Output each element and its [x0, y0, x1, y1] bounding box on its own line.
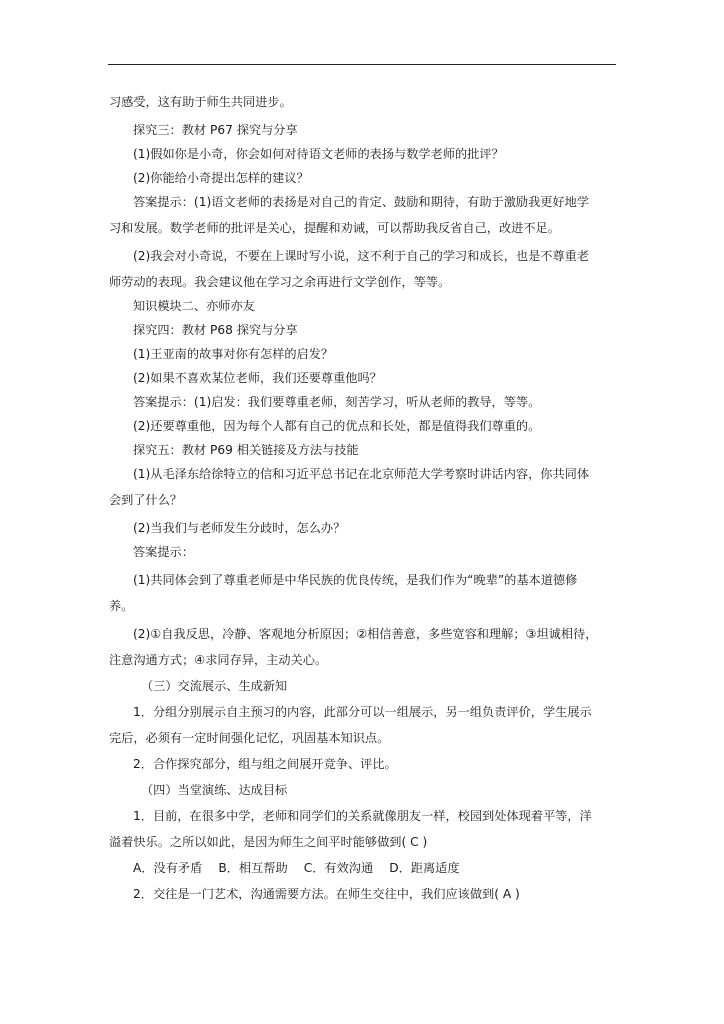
text-line: (2)我会对小奇说，不要在上课时写小说，这不利于自己的学习和成长，也是不尊重老 — [133, 249, 590, 263]
text-line: 2．交往是一门艺术，沟通需要方法。在师生交往中，我们应该做到( A ) — [133, 887, 520, 901]
text-line: 探究四：教材 P68 探究与分享 — [133, 323, 298, 337]
text-line: 养。 — [109, 599, 134, 613]
text-line: (1)从毛泽东给徐特立的信和习近平总书记在北京师范大学考察时讲话内容，你共同体 — [133, 467, 590, 481]
text-line: 答案提示：(1)语文老师的表扬是对自己的肯定、鼓励和期待，有助于激励我更好地学 — [133, 195, 590, 209]
document-body — [109, 92, 629, 904]
text-line: (1)王亚南的故事对你有怎样的启发？ — [133, 347, 334, 361]
section-heading: （四）当堂演练、达成目标 — [141, 783, 288, 797]
text-line: 溢着快乐。之所以如此，是因为师生之间平时能够做到( C ) — [109, 835, 428, 849]
text-line: 注意沟通方式；④求同存异，主动关心。 — [109, 653, 328, 667]
header-rule — [108, 64, 616, 65]
text-line: (1)共同体会到了尊重老师是中华民族的优良传统，是我们作为“晚辈”的基本道德修 — [133, 573, 578, 587]
text-line: (2)你能给小奇提出怎样的建议？ — [133, 171, 309, 185]
text-line: 1．分组分别展示自主预习的内容，此部分可以一组展示，另一组负责评价，学生展示 — [133, 705, 592, 719]
text-line: 2．合作探究部分，组与组之间展开竞争、评比。 — [133, 757, 397, 771]
section-heading: 知识模块二、亦师亦友 — [133, 299, 255, 313]
text-line: 习感受，这有助于师生共同进步。 — [109, 95, 292, 109]
text-line: 探究三：教材 P67 探究与分享 — [133, 123, 298, 137]
text-line: (1)假如你是小奇，你会如何对待语文老师的表扬与数学老师的批评？ — [133, 147, 504, 161]
section-heading: （三）交流展示、生成新知 — [141, 679, 288, 693]
text-line: (2)还要尊重他，因为每个人都有自己的优点和长处，都是值得我们尊重的。 — [133, 419, 541, 433]
text-line: 答案提示： — [133, 545, 194, 559]
text-line: (2)如果不喜欢某位老师，我们还要尊重他吗？ — [133, 371, 382, 385]
text-line: (2)当我们与老师发生分歧时，怎么办？ — [133, 521, 346, 535]
answer-options: A．没有矛盾 B．相互帮助 C．有效沟通 D．距离适度 — [133, 861, 460, 875]
text-line: 答案提示：(1)启发：我们要尊重老师，刻苦学习，听从老师的教导，等等。 — [133, 395, 541, 409]
text-line: 1．目前，在很多中学，老师和同学们的关系就像朋友一样，校园到处体现着平等，洋 — [133, 809, 592, 823]
text-line: 探究五：教材 P69 相关链接及方法与技能 — [133, 443, 359, 457]
text-line: 习和发展。数学老师的批评是关心，提醒和劝诫，可以帮助我反省自己，改进不足。 — [109, 221, 560, 235]
text-line: (2)①自我反思，冷静、客观地分析原因；②相信善意，多些宽容和理解；③坦诚相待， — [133, 627, 598, 641]
text-line: 完后，必须有一定时间强化记忆，巩固基本知识点。 — [109, 731, 390, 745]
text-line: 师劳动的表现。我会建议他在学习之余再进行文学创作，等等。 — [109, 275, 451, 289]
text-line: 会到了什么？ — [109, 493, 183, 507]
